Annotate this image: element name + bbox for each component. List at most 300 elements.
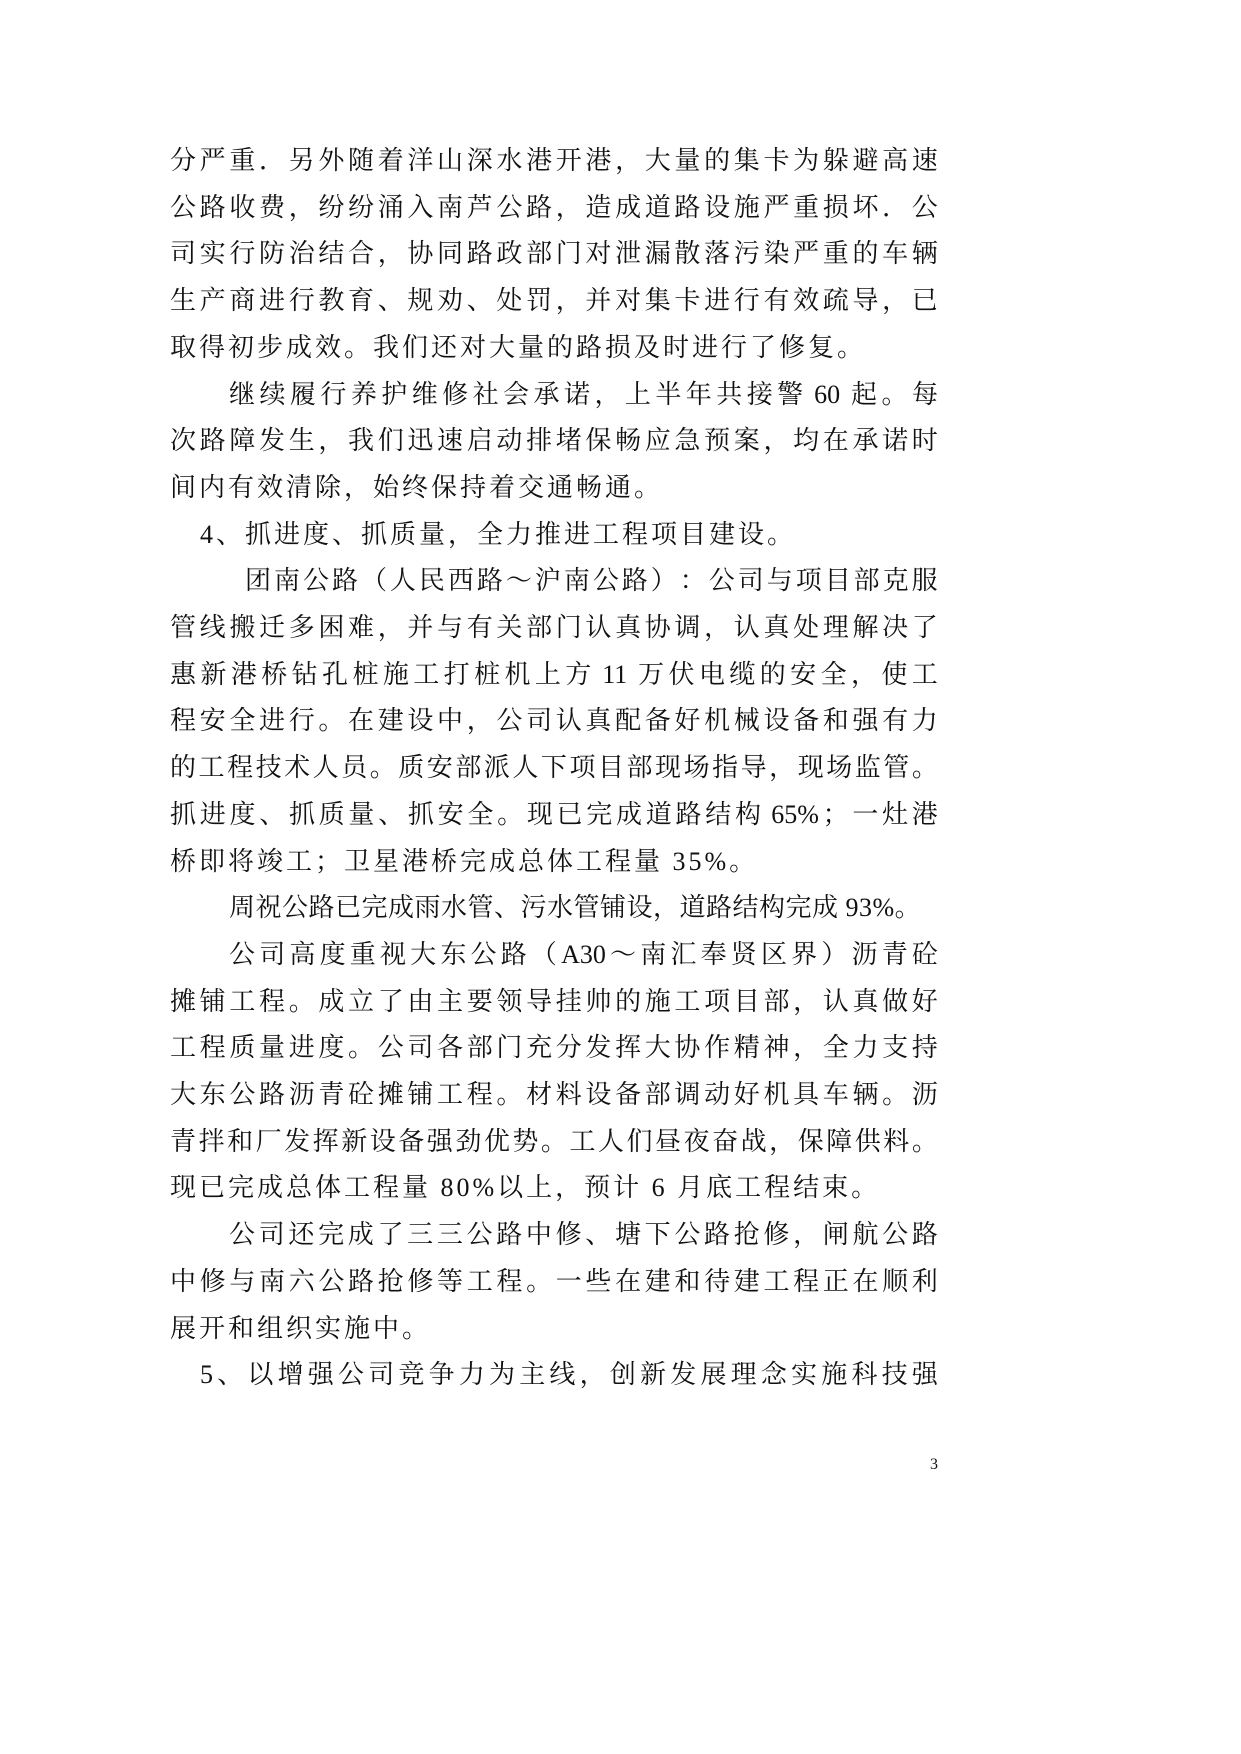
line-glyph: 现 (655, 753, 682, 782)
line-glyph: 以 (247, 1360, 274, 1389)
line-glyph: 集 (733, 146, 760, 175)
line-glyph: ） (821, 940, 848, 969)
line-glyph: ， (466, 706, 493, 735)
line-glyph: 部 (455, 753, 482, 782)
line-glyph: 和 (227, 1127, 254, 1156)
line-glyph: 行 (733, 286, 760, 315)
section-heading-5-line-1 (200, 1355, 938, 1395)
line-glyph: 了 (377, 987, 404, 1016)
line-glyph: 路 (199, 426, 226, 455)
line-glyph: 工 (170, 1033, 197, 1062)
line-glyph: 现 (526, 800, 553, 829)
line-glyph: 道 (645, 800, 672, 829)
line-glyph: 费 (259, 193, 286, 222)
line-glyph: 汇 (670, 940, 697, 969)
line-glyph: 商 (229, 286, 256, 315)
line-glyph: 机 (763, 1080, 790, 1109)
line-glyph: 结 (318, 239, 345, 268)
line-glyph: 处 (793, 613, 820, 642)
line-glyph: 战 (740, 1127, 767, 1156)
line-glyph: 等 (437, 1267, 464, 1296)
line-glyph: 真 (615, 613, 642, 642)
line-glyph: 、 (217, 1360, 244, 1389)
line-glyph: 的 (704, 146, 731, 175)
line-glyph: 建 (644, 1267, 671, 1296)
line-glyph: 。 (288, 987, 315, 1016)
line-glyph: 路 (466, 239, 493, 268)
line-glyph: 续 (259, 380, 286, 409)
line-glyph: 料 (555, 1080, 582, 1109)
line-glyph: 部 (626, 753, 653, 782)
line-glyph: 工 (437, 1080, 464, 1109)
line-glyph: 南 (563, 566, 590, 595)
line-glyph: 青 (318, 1080, 345, 1109)
line-glyph: 对 (585, 239, 612, 268)
line-glyph: 发 (585, 1033, 612, 1062)
paragraph-3-line-2 (170, 608, 938, 648)
line-glyph: 设 (585, 1080, 612, 1109)
line-glyph: 场 (683, 753, 710, 782)
line-glyph: 设 (763, 706, 790, 735)
line-glyph: 设 (704, 193, 731, 222)
line-glyph: 万 (638, 660, 665, 689)
line-glyph: 抢 (377, 1267, 404, 1296)
line-glyph: 东 (199, 1080, 226, 1109)
line-glyph: 一 (555, 1267, 582, 1296)
line-glyph: 争 (428, 1360, 455, 1389)
line-glyph: 程 (259, 987, 286, 1016)
line-glyph: 摊 (377, 1080, 404, 1109)
line-glyph: 项 (569, 753, 596, 782)
line-glyph: 挥 (312, 1127, 339, 1156)
line-glyph: 三 (407, 1220, 434, 1249)
line-glyph: 成 (615, 193, 642, 222)
line-glyph: 工 (674, 987, 701, 1016)
line-glyph: 量 (348, 800, 375, 829)
line-glyph: 高 (882, 146, 909, 175)
line-glyph: 急 (674, 426, 701, 455)
line-glyph: 严 (199, 146, 226, 175)
line-glyph: 南 (640, 940, 667, 969)
paragraph-3-line-1 (245, 561, 938, 601)
line-glyph: 辆 (852, 1080, 879, 1109)
line-glyph: 人 (389, 566, 416, 595)
line-glyph: ～ (610, 940, 637, 969)
line-glyph: 克 (882, 566, 909, 595)
line-glyph: 线 (199, 613, 226, 642)
line-glyph: 度 (229, 800, 256, 829)
line-glyph: 多 (288, 613, 315, 642)
line-glyph: 要 (466, 987, 493, 1016)
line-glyph: 漏 (644, 239, 671, 268)
line-glyph: 完 (586, 800, 613, 829)
line-glyph: 已 (556, 800, 583, 829)
line-glyph: 卡 (763, 146, 790, 175)
line-glyph: 公 (318, 1267, 345, 1296)
line-glyph: 认 (585, 613, 612, 642)
line-glyph: 安 (199, 706, 226, 735)
line-glyph: 5 (200, 1360, 213, 1389)
line-glyph: 质 (229, 1033, 256, 1062)
line-glyph: 塘 (614, 1220, 641, 1249)
line-glyph: 真 (852, 987, 879, 1016)
line-glyph: 奉 (700, 940, 727, 969)
line-glyph: 动 (704, 1080, 731, 1109)
line-glyph: 公 (882, 1220, 909, 1249)
line-glyph: 术 (284, 753, 311, 782)
line-glyph: 有 (763, 286, 790, 315)
line-glyph: 诺 (882, 426, 909, 455)
line-glyph: 警 (777, 380, 804, 409)
line-glyph: 在 (348, 706, 375, 735)
line-glyph: 行 (229, 239, 256, 268)
line-glyph: 目 (824, 566, 851, 595)
line-glyph: 路 (526, 193, 553, 222)
line-glyph: 的 (852, 239, 879, 268)
line-glyph: 路 (621, 566, 648, 595)
line-glyph: 。 (369, 753, 396, 782)
line-glyph: 卡 (674, 286, 701, 315)
line-glyph: 诺 (563, 380, 590, 409)
line-glyph: 为 (793, 146, 820, 175)
line-glyph: 决 (882, 613, 909, 642)
line-glyph: 实 (199, 239, 226, 268)
paragraph-3-line-3 (170, 655, 938, 695)
line-glyph: 建 (377, 706, 404, 735)
line-glyph: 员 (341, 753, 368, 782)
line-glyph: 视 (379, 940, 406, 969)
line-glyph: 排 (526, 426, 553, 455)
line-glyph: 上 (534, 660, 561, 689)
line-glyph: 认 (733, 613, 760, 642)
line-glyph: 帅 (585, 987, 612, 1016)
line-glyph: 开 (555, 146, 582, 175)
line-glyph: 。 (526, 1267, 553, 1296)
line-glyph: 械 (733, 706, 760, 735)
line-glyph: 处 (496, 286, 523, 315)
line-glyph: 另 (288, 146, 315, 175)
line-glyph: 堵 (555, 426, 582, 455)
line-glyph: 支 (882, 1033, 909, 1062)
line-glyph: 打 (443, 660, 470, 689)
line-glyph: 六 (288, 1267, 315, 1296)
line-glyph: 公 (229, 1220, 256, 1249)
line-glyph: 中 (525, 1220, 552, 1249)
line-glyph: 公 (302, 566, 329, 595)
line-glyph: 畅 (615, 426, 642, 455)
line-glyph: 年 (685, 380, 712, 409)
paragraph-1-line-1 (170, 141, 938, 181)
line-glyph: 施 (382, 660, 409, 689)
line-glyph: 中 (170, 1267, 197, 1296)
line-glyph: 工 (198, 753, 225, 782)
paragraph-2-line-3: 间内有效清除，始终保持着交通畅通。 (170, 473, 664, 502)
line-glyph: 全 (229, 706, 256, 735)
line-glyph: 安 (790, 660, 817, 689)
line-glyph: 实 (791, 1360, 818, 1389)
line-glyph: 路 (348, 1267, 375, 1296)
line-glyph: 已 (911, 286, 938, 315)
line-glyph: 为 (489, 1360, 516, 1389)
line-glyph: 行 (288, 706, 315, 735)
line-glyph: 质 (398, 753, 425, 782)
line-glyph: 程 (199, 1033, 226, 1062)
line-glyph: 了 (911, 613, 938, 642)
line-glyph: 全 (467, 800, 494, 829)
line-glyph: 、 (466, 286, 493, 315)
paragraph-1-line-2 (170, 188, 938, 228)
line-glyph: 港 (526, 146, 553, 175)
line-glyph: 司 (737, 566, 764, 595)
line-glyph: 砼 (911, 940, 938, 969)
line-glyph: 。 (496, 1080, 523, 1109)
paragraph-2-line-1 (229, 375, 938, 415)
line-glyph: 港 (911, 800, 938, 829)
line-glyph: 罚 (526, 286, 553, 315)
line-glyph: 目 (733, 987, 760, 1016)
line-glyph: ， (793, 1220, 820, 1249)
line-glyph: 港 (585, 146, 612, 175)
line-glyph: ； (822, 800, 849, 829)
line-glyph: 收 (229, 193, 256, 222)
paragraph-3-line-5 (170, 748, 938, 788)
line-glyph: 材 (526, 1080, 553, 1109)
line-glyph: 修 (442, 380, 469, 409)
line-glyph: 司 (259, 940, 286, 969)
line-glyph: 纷 (348, 193, 375, 222)
paragraph-5-line-3 (170, 1028, 938, 1068)
line-glyph: 缆 (729, 660, 756, 689)
line-glyph: 接 (746, 380, 773, 409)
page-number: 3 (930, 1456, 938, 1473)
line-glyph: 迅 (407, 426, 434, 455)
line-glyph: 技 (881, 1360, 908, 1389)
line-glyph: 对 (615, 286, 642, 315)
line-glyph: 成 (347, 1220, 374, 1249)
line-glyph: 护 (381, 380, 408, 409)
line-glyph: 力 (852, 1033, 879, 1062)
line-glyph: 60 (807, 380, 847, 409)
line-glyph: 启 (466, 426, 493, 455)
line-glyph: 认 (822, 987, 849, 1016)
line-glyph: ） (650, 566, 677, 595)
line-glyph: 青 (170, 1127, 197, 1156)
line-glyph: 进 (259, 706, 286, 735)
line-glyph: 创 (609, 1360, 636, 1389)
line-glyph: 高 (289, 940, 316, 969)
line-glyph: 安 (437, 800, 464, 829)
line-glyph: 散 (674, 239, 701, 268)
line-glyph: 公 (911, 193, 938, 222)
line-glyph: 起 (851, 380, 878, 409)
line-glyph: ， (555, 286, 582, 315)
line-glyph: 调 (674, 1080, 701, 1109)
line-glyph: 在 (615, 1267, 642, 1296)
line-glyph: 路 (500, 940, 527, 969)
line-glyph: 安 (426, 753, 453, 782)
line-glyph: 并 (585, 286, 612, 315)
line-glyph: 施 (733, 193, 760, 222)
line-glyph: 。 (882, 1080, 909, 1109)
line-glyph: ： (679, 566, 706, 595)
line-glyph: 进 (259, 286, 286, 315)
line-glyph: 南 (259, 1267, 286, 1296)
line-glyph: 路 (911, 1220, 938, 1249)
paragraph-5-line-1 (229, 935, 938, 975)
line-glyph: 指 (712, 753, 739, 782)
line-glyph: 抓 (288, 800, 315, 829)
line-glyph: 在 (852, 1267, 879, 1296)
line-glyph: 疏 (822, 286, 849, 315)
line-glyph: 抓 (407, 800, 434, 829)
line-glyph: 保 (797, 1127, 824, 1156)
paragraph-6-line-2 (170, 1262, 938, 1302)
line-glyph: 公 (496, 193, 523, 222)
line-glyph: 、 (378, 800, 405, 829)
line-glyph: 航 (852, 1220, 879, 1249)
line-glyph: 量 (674, 146, 701, 175)
line-glyph: 工 (763, 1267, 790, 1296)
line-glyph: 沥 (911, 1080, 938, 1109)
line-glyph: 防 (259, 239, 286, 268)
line-glyph: 做 (882, 987, 909, 1016)
line-glyph: 同 (437, 239, 464, 268)
line-glyph: 钻 (291, 660, 318, 689)
paragraph-3-line-4 (170, 701, 938, 741)
line-glyph: 速 (437, 426, 464, 455)
line-glyph: 路 (674, 193, 701, 222)
line-glyph: 严 (793, 239, 820, 268)
line-glyph: 产 (199, 286, 226, 315)
line-glyph: 司 (170, 239, 197, 268)
line-glyph: 人 (512, 753, 539, 782)
line-glyph: 躲 (822, 146, 849, 175)
line-glyph: 团 (245, 566, 272, 595)
line-glyph: 工 (466, 1267, 493, 1296)
line-glyph: 待 (704, 1267, 731, 1296)
line-glyph: 挥 (615, 1033, 642, 1062)
line-glyph: 损 (822, 193, 849, 222)
line-glyph: 新 (640, 1360, 667, 1389)
line-glyph: 履 (289, 380, 316, 409)
line-glyph: 案 (733, 426, 760, 455)
line-glyph: 洋 (407, 146, 434, 175)
line-glyph: 大 (644, 146, 671, 175)
line-glyph: 公 (338, 1360, 365, 1389)
line-glyph: 公 (229, 1080, 256, 1109)
line-glyph: 沪 (534, 566, 561, 595)
line-glyph: 公 (377, 1033, 404, 1062)
line-glyph: 路 (199, 193, 226, 222)
line-glyph: 三 (436, 1220, 463, 1249)
line-glyph: 困 (318, 613, 345, 642)
line-glyph: 量 (259, 1033, 286, 1062)
line-glyph: 每 (911, 380, 938, 409)
line-glyph: 奋 (712, 1127, 739, 1156)
line-glyph: 落 (704, 239, 731, 268)
line-glyph: 程 (793, 1267, 820, 1296)
line-glyph: 路 (496, 1220, 523, 1249)
line-glyph: 教 (318, 286, 345, 315)
line-glyph: 路 (476, 566, 503, 595)
line-glyph: 领 (496, 987, 523, 1016)
paragraph-1-line-4 (170, 281, 938, 321)
line-glyph: 修 (407, 1267, 434, 1296)
line-glyph: 们 (626, 1127, 653, 1156)
line-glyph: 、 (259, 800, 286, 829)
line-glyph: 灶 (882, 800, 909, 829)
line-glyph: 重 (349, 940, 376, 969)
line-glyph: 的 (615, 987, 642, 1016)
line-glyph: 立 (348, 987, 375, 1016)
line-glyph: 南 (437, 193, 464, 222)
line-glyph: 昼 (655, 1127, 682, 1156)
line-glyph: 动 (496, 426, 523, 455)
line-glyph: ， (769, 1127, 796, 1156)
line-glyph: 。 (348, 1033, 375, 1062)
line-glyph: 路 (675, 800, 702, 829)
line-glyph: 难 (348, 613, 375, 642)
line-glyph: 。 (540, 1127, 567, 1156)
line-glyph: 强 (852, 706, 879, 735)
line-glyph: ～ (505, 566, 532, 595)
line-glyph: ， (769, 753, 796, 782)
line-glyph: 强 (307, 1360, 334, 1389)
line-glyph: 政 (496, 239, 523, 268)
line-glyph: 公 (496, 706, 523, 735)
line-glyph: 利 (911, 1267, 938, 1296)
line-glyph: 精 (733, 1033, 760, 1062)
line-glyph: 行 (288, 286, 315, 315)
line-glyph: 生 (288, 426, 315, 455)
paragraph-1-line-5: 取得初步成效。我们还对大量的路损及时进行了修复。 (170, 333, 867, 362)
line-glyph: 司 (407, 1033, 434, 1062)
line-glyph: 施 (644, 987, 671, 1016)
line-glyph: 和 (822, 706, 849, 735)
line-glyph: 港 (230, 660, 257, 689)
line-glyph: 全 (822, 1033, 849, 1062)
line-glyph: 各 (437, 1033, 464, 1062)
line-glyph: 部 (853, 566, 880, 595)
line-glyph: 纷 (318, 193, 345, 222)
line-glyph: 沥 (851, 940, 878, 969)
line-glyph: 沥 (288, 1080, 315, 1109)
line-glyph: 构 (734, 800, 761, 829)
line-glyph: 着 (377, 146, 404, 175)
line-glyph: 工 (569, 1127, 596, 1156)
line-glyph: 施 (821, 1360, 848, 1389)
line-glyph: 些 (585, 1267, 612, 1296)
line-glyph: 真 (763, 613, 790, 642)
line-glyph: 、 (585, 1220, 612, 1249)
line-glyph: 搬 (229, 613, 256, 642)
line-glyph: 劝 (437, 286, 464, 315)
line-glyph: 认 (555, 706, 582, 735)
line-glyph: 入 (407, 193, 434, 222)
line-glyph: 路 (704, 1220, 731, 1249)
paragraph-3-line-7: 桥即将竣工；卫星港桥完成总体工程量 35%。 (170, 847, 759, 876)
line-glyph: 辆 (911, 239, 938, 268)
line-glyph: 承 (852, 426, 879, 455)
line-glyph: 公 (708, 566, 735, 595)
line-glyph: 解 (852, 613, 879, 642)
line-glyph: 进 (199, 800, 226, 829)
line-glyph: 修 (555, 1220, 582, 1249)
line-glyph: 工 (229, 987, 256, 1016)
line-glyph: 充 (526, 1033, 553, 1062)
paragraph-3-line-6 (170, 795, 938, 835)
line-glyph: 有 (882, 706, 909, 735)
